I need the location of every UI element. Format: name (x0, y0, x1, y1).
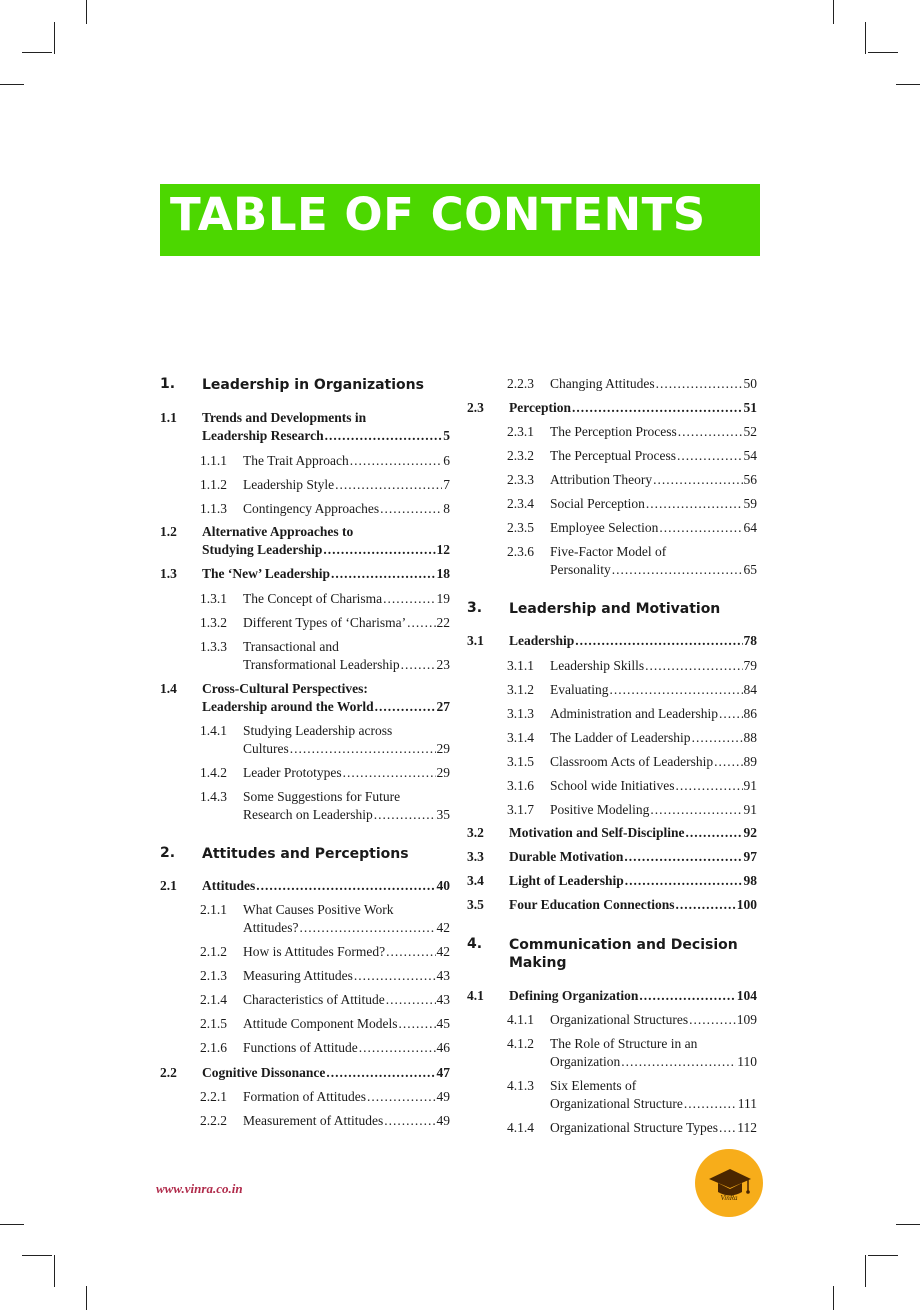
toc-number: 1.3 (160, 566, 177, 581)
page-number: 65 (743, 562, 757, 577)
toc-title (243, 639, 450, 675)
toc-number: 3.4 (467, 873, 484, 888)
toc-title-line: Organizational Structure Types (550, 1120, 719, 1135)
page-number: 6 (443, 453, 450, 468)
toc-title-line: Organizational Structures (550, 1012, 689, 1027)
toc-title (243, 992, 450, 1010)
toc-number: 2.3.6 (507, 544, 534, 559)
page-number: 88 (743, 730, 757, 745)
toc-title (509, 825, 757, 843)
toc-number: 2.1.5 (200, 1016, 227, 1031)
toc-number: 3.1.4 (507, 730, 534, 745)
page-number: 91 (743, 802, 757, 817)
page-number: 29 (436, 765, 450, 780)
toc-number: 2.1.1 (200, 902, 227, 917)
toc-left-column (160, 0, 452, 1310)
toc-number: 2.3.1 (507, 424, 534, 439)
toc-number: 1.1.3 (200, 501, 227, 516)
toc-title (550, 448, 757, 466)
toc-title (243, 477, 450, 495)
toc-title-line: Personality (550, 562, 611, 577)
page-number: 23 (436, 657, 450, 672)
toc-title-line: Contingency Approaches (243, 501, 380, 516)
dot-leader (659, 520, 742, 536)
toc-right-column (467, 0, 759, 1310)
toc-title-line: Studying Leadership (202, 542, 323, 557)
toc-title-line: What Causes Positive Work (243, 902, 394, 917)
toc-title (243, 1113, 450, 1131)
dot-leader (367, 1089, 436, 1105)
toc-title-line: Employee Selection (550, 520, 659, 535)
dot-leader (684, 1096, 737, 1112)
page-number: 52 (743, 424, 757, 439)
page-number: 98 (743, 873, 757, 888)
crop-mark (896, 1224, 920, 1225)
toc-number: 3.3 (467, 849, 484, 864)
toc-number: 2.1.3 (200, 968, 227, 983)
toc-number: 2. (160, 845, 176, 861)
toc-title (550, 730, 757, 748)
graduation-cap-icon (695, 1149, 763, 1217)
toc-title-line: Attitudes? (243, 920, 299, 935)
toc-number: 4.1 (467, 988, 484, 1003)
toc-number: 1. (160, 376, 176, 392)
page-number: 86 (743, 706, 757, 721)
toc-number: 1.4.2 (200, 765, 227, 780)
toc-number: 1.4.3 (200, 789, 227, 804)
page-number: 59 (743, 496, 757, 511)
toc-title (550, 1078, 757, 1114)
dot-leader (354, 968, 436, 984)
toc-title-line: Functions of Attitude (243, 1040, 358, 1055)
toc-title (550, 754, 757, 772)
toc-number: 2.3.5 (507, 520, 534, 535)
page-title: TABLE OF CONTENTS (170, 188, 706, 241)
toc-number: 1.1.2 (200, 477, 227, 492)
page-number: 100 (736, 897, 757, 912)
page-number: 45 (436, 1016, 450, 1031)
page-number: 27 (436, 699, 450, 714)
page-number: 42 (436, 920, 450, 935)
toc-title-line: Leader Prototypes (243, 765, 342, 780)
page-number: 92 (743, 825, 757, 840)
crop-mark (868, 52, 898, 53)
page-number: 104 (736, 988, 757, 1003)
toc-title-line: Organizational Structure (550, 1096, 683, 1111)
dot-leader (650, 802, 742, 818)
dot-leader (686, 825, 743, 841)
toc-number: 1.3.2 (200, 615, 227, 630)
dot-leader (653, 472, 742, 488)
toc-title-line: How is Attitudes Formed? (243, 944, 386, 959)
toc-title (550, 544, 757, 580)
toc-number: 3.1.1 (507, 658, 534, 673)
toc-title-line: The Trait Approach (243, 453, 349, 468)
dot-leader (384, 1113, 435, 1129)
crop-mark (54, 22, 55, 54)
page-number: 49 (436, 1089, 450, 1104)
page-number: 54 (743, 448, 757, 463)
dot-leader (331, 566, 436, 582)
toc-title-line: Organization (550, 1054, 621, 1069)
toc-title-line: Alternative Approaches to (202, 524, 354, 539)
toc-title (550, 1012, 757, 1030)
toc-title (202, 566, 450, 584)
toc-title (550, 376, 757, 394)
dot-leader (639, 988, 735, 1004)
toc-title-line: Social Perception (550, 496, 645, 511)
dot-leader (676, 897, 736, 913)
toc-title (509, 849, 757, 867)
toc-number: 4.1.2 (507, 1036, 534, 1051)
page-number: 29 (436, 741, 450, 756)
toc-title-line: Attitudes and Perceptions (202, 846, 409, 862)
toc-number: 2.2 (160, 1065, 177, 1080)
toc-title-line: Cognitive Dissonance (202, 1065, 326, 1080)
page-number: 18 (436, 566, 450, 581)
page-number: 43 (436, 992, 450, 1007)
toc-title-line: Different Types of ‘Charisma’ (243, 615, 407, 630)
toc-title-line: Research on Leadership (243, 807, 373, 822)
toc-title-line: Five-Factor Model of (550, 544, 667, 559)
page-number: 47 (436, 1065, 450, 1080)
toc-title-line: Measurement of Attitudes (243, 1113, 384, 1128)
dot-leader (612, 562, 743, 578)
toc-number: 3.1.6 (507, 778, 534, 793)
toc-number: 3.1.7 (507, 802, 534, 817)
crop-mark (868, 1255, 898, 1256)
toc-title (509, 936, 759, 972)
toc-title-line: Formation of Attitudes (243, 1089, 366, 1104)
page-number: 51 (743, 400, 757, 415)
crop-mark (22, 1255, 52, 1256)
page-number: 84 (743, 682, 757, 697)
toc-number: 2.1.2 (200, 944, 227, 959)
toc-title-line: Attitude Component Models (243, 1016, 398, 1031)
toc-title-line: Transactional and (243, 639, 339, 654)
dot-leader (399, 1016, 436, 1032)
dot-leader (689, 1012, 736, 1028)
toc-title-line: The Ladder of Leadership (550, 730, 691, 745)
page-number: 109 (736, 1012, 757, 1027)
toc-title-line: The Perceptual Process (550, 448, 676, 463)
dot-leader (675, 778, 742, 794)
page-number: 43 (436, 968, 450, 983)
dot-leader (714, 754, 742, 770)
toc-title (550, 1036, 757, 1072)
dot-leader (656, 376, 743, 392)
toc-title-line: Making (509, 955, 567, 971)
toc-number: 1.3.3 (200, 639, 227, 654)
dot-leader (374, 807, 436, 823)
toc-title (550, 802, 757, 820)
dot-leader (300, 920, 436, 936)
dot-leader (256, 878, 435, 894)
page-number: 78 (743, 633, 757, 648)
dot-leader (645, 658, 742, 674)
page-number: 56 (743, 472, 757, 487)
toc-number: 4. (467, 936, 483, 952)
footer-website[interactable]: www.vinra.co.in (156, 1181, 243, 1196)
toc-title (243, 1089, 450, 1107)
toc-number: 3.1.5 (507, 754, 534, 769)
dot-leader (383, 591, 435, 607)
toc-title (550, 778, 757, 796)
toc-title (550, 682, 757, 700)
crop-mark (865, 1255, 866, 1287)
dot-leader (325, 428, 443, 444)
toc-title-line: Positive Modeling (550, 802, 650, 817)
toc-number: 2.2.2 (200, 1113, 227, 1128)
toc-number: 1.4 (160, 681, 177, 696)
page-number: 7 (443, 477, 450, 492)
page-number: 46 (436, 1040, 450, 1055)
dot-leader (692, 730, 743, 746)
dot-leader (386, 944, 435, 960)
dot-leader (290, 741, 436, 757)
dot-leader (719, 706, 743, 722)
page-number: 110 (737, 1054, 757, 1069)
toc-title (550, 520, 757, 538)
toc-title-line: Evaluating (550, 682, 609, 697)
toc-number: 1.3.1 (200, 591, 227, 606)
toc-title (550, 424, 757, 442)
page-number: 111 (737, 1096, 757, 1111)
toc-title (550, 496, 757, 514)
toc-title (550, 472, 757, 490)
toc-title-line: Four Education Connections (509, 897, 675, 912)
toc-title-line: Cultures (243, 741, 289, 756)
toc-title-line: Durable Motivation (509, 849, 624, 864)
toc-title (202, 524, 450, 560)
toc-number: 3. (467, 600, 483, 616)
toc-title-line: Light of Leadership (509, 873, 624, 888)
toc-number: 4.1.1 (507, 1012, 534, 1027)
toc-title (509, 633, 757, 651)
dot-leader (575, 633, 742, 649)
toc-title-line: Attitudes (202, 878, 256, 893)
toc-title-line: School wide Initiatives (550, 778, 675, 793)
toc-number: 1.2 (160, 524, 177, 539)
toc-number: 2.3.4 (507, 496, 534, 511)
crop-mark (896, 84, 920, 85)
page-number: 40 (436, 878, 450, 893)
page-number: 64 (743, 520, 757, 535)
page-number: 19 (436, 591, 450, 606)
crop-mark (833, 0, 834, 24)
page-number: 97 (743, 849, 757, 864)
dot-leader (625, 873, 743, 889)
toc-title (243, 902, 450, 938)
crop-mark (22, 52, 52, 53)
toc-title-line: The ‘New’ Leadership (202, 566, 330, 581)
toc-title-line: Leadership Style (243, 477, 335, 492)
toc-title (509, 873, 757, 891)
toc-title-line: Some Suggestions for Future (243, 789, 401, 804)
toc-title (243, 453, 450, 471)
toc-title (509, 600, 759, 618)
dot-leader (359, 1040, 436, 1056)
toc-title-line: Trends and Developments in (202, 410, 367, 425)
dot-leader (350, 453, 443, 469)
dot-leader (380, 501, 442, 517)
toc-number: 1.1 (160, 410, 177, 425)
page-number: 8 (443, 501, 450, 516)
toc-title (509, 897, 757, 915)
toc-title-line: Communication and Decision (509, 937, 738, 953)
toc-title (243, 1040, 450, 1058)
dot-leader (624, 849, 742, 865)
toc-title-line: Studying Leadership across (243, 723, 393, 738)
toc-number: 2.2.3 (507, 376, 534, 391)
toc-title (550, 658, 757, 676)
crop-mark (0, 84, 24, 85)
toc-title-line: Characteristics of Attitude (243, 992, 385, 1007)
toc-number: 4.1.4 (507, 1120, 534, 1135)
dot-leader (326, 1065, 435, 1081)
toc-title-line: Measuring Attitudes (243, 968, 353, 983)
toc-number: 1.1.1 (200, 453, 227, 468)
toc-title-line: Motivation and Self-Discipline (509, 825, 685, 840)
page-number: 91 (743, 778, 757, 793)
dot-leader (609, 682, 742, 698)
toc-title (243, 789, 450, 825)
toc-title-line: Six Elements of (550, 1078, 637, 1093)
toc-title-line: Leadership Research (202, 428, 324, 443)
toc-title (202, 878, 450, 896)
logo-text: VinRa (720, 1194, 738, 1202)
toc-number: 2.1 (160, 878, 177, 893)
dot-leader (719, 1120, 736, 1136)
toc-title (550, 706, 757, 724)
toc-title (202, 845, 452, 863)
toc-number: 2.1.4 (200, 992, 227, 1007)
crop-mark (86, 1286, 87, 1310)
toc-title-line: Leadership and Motivation (509, 601, 721, 617)
toc-title (243, 944, 450, 962)
toc-number: 2.2.1 (200, 1089, 227, 1104)
toc-title (509, 400, 757, 418)
toc-title (243, 501, 450, 519)
crop-mark (0, 1224, 24, 1225)
toc-title-line: Transformational Leadership (243, 657, 400, 672)
crop-mark (833, 1286, 834, 1310)
toc-title-line: Leadership around the World (202, 699, 374, 714)
toc-title-line: Leadership (509, 633, 575, 648)
page-number: 5 (443, 428, 450, 443)
crop-mark (54, 1255, 55, 1287)
toc-title (243, 968, 450, 986)
toc-title (243, 723, 450, 759)
page-number: 12 (436, 542, 450, 557)
toc-number: 1.4.1 (200, 723, 227, 738)
toc-title (202, 1065, 450, 1083)
toc-number: 4.1.3 (507, 1078, 534, 1093)
dot-leader (678, 424, 743, 440)
toc-title (202, 376, 452, 394)
page-number: 50 (743, 376, 757, 391)
dot-leader (335, 477, 442, 493)
toc-number: 3.2 (467, 825, 484, 840)
dot-leader (375, 699, 436, 715)
page-number: 112 (737, 1120, 757, 1135)
dot-leader (407, 615, 435, 631)
dot-leader (343, 765, 436, 781)
dot-leader (677, 448, 743, 464)
toc-title (243, 615, 450, 633)
toc-title (243, 1016, 450, 1034)
toc-number: 2.3.3 (507, 472, 534, 487)
crop-mark (865, 22, 866, 54)
dot-leader (621, 1054, 736, 1070)
toc-title (243, 591, 450, 609)
toc-title (243, 765, 450, 783)
toc-title (202, 681, 450, 717)
page-number: 42 (436, 944, 450, 959)
page-number: 35 (436, 807, 450, 822)
crop-mark (86, 0, 87, 24)
toc-title-line: Leadership in Organizations (202, 377, 424, 393)
publisher-logo (695, 1149, 763, 1217)
toc-title-line: The Concept of Charisma (243, 591, 383, 606)
toc-number: 3.1.3 (507, 706, 534, 721)
toc-number: 3.1 (467, 633, 484, 648)
toc-title-line: Attribution Theory (550, 472, 653, 487)
toc-title-line: Defining Organization (509, 988, 639, 1003)
toc-title-line: Leadership Skills (550, 658, 645, 673)
dot-leader (572, 400, 743, 416)
toc-title (550, 1120, 757, 1138)
page-number: 22 (436, 615, 450, 630)
toc-title-line: The Role of Structure in an (550, 1036, 698, 1051)
toc-number: 3.1.2 (507, 682, 534, 697)
dot-leader (646, 496, 743, 512)
toc-title-line: Administration and Leadership (550, 706, 718, 721)
toc-number: 2.1.6 (200, 1040, 227, 1055)
toc-title (202, 410, 450, 446)
dot-leader (386, 992, 436, 1008)
page-number: 89 (743, 754, 757, 769)
toc-title-line: The Perception Process (550, 424, 677, 439)
toc-number: 2.3.2 (507, 448, 534, 463)
page-number: 49 (436, 1113, 450, 1128)
toc-title (509, 988, 757, 1006)
page-number: 79 (743, 658, 757, 673)
dot-leader (323, 542, 435, 558)
toc-title-line: Perception (509, 400, 571, 415)
toc-number: 2.3 (467, 400, 484, 415)
toc-title-line: Cross-Cultural Perspectives: (202, 681, 368, 696)
toc-title-line: Changing Attitudes (550, 376, 655, 391)
dot-leader (401, 657, 436, 673)
toc-number: 3.5 (467, 897, 484, 912)
toc-title-line: Classroom Acts of Leadership (550, 754, 714, 769)
